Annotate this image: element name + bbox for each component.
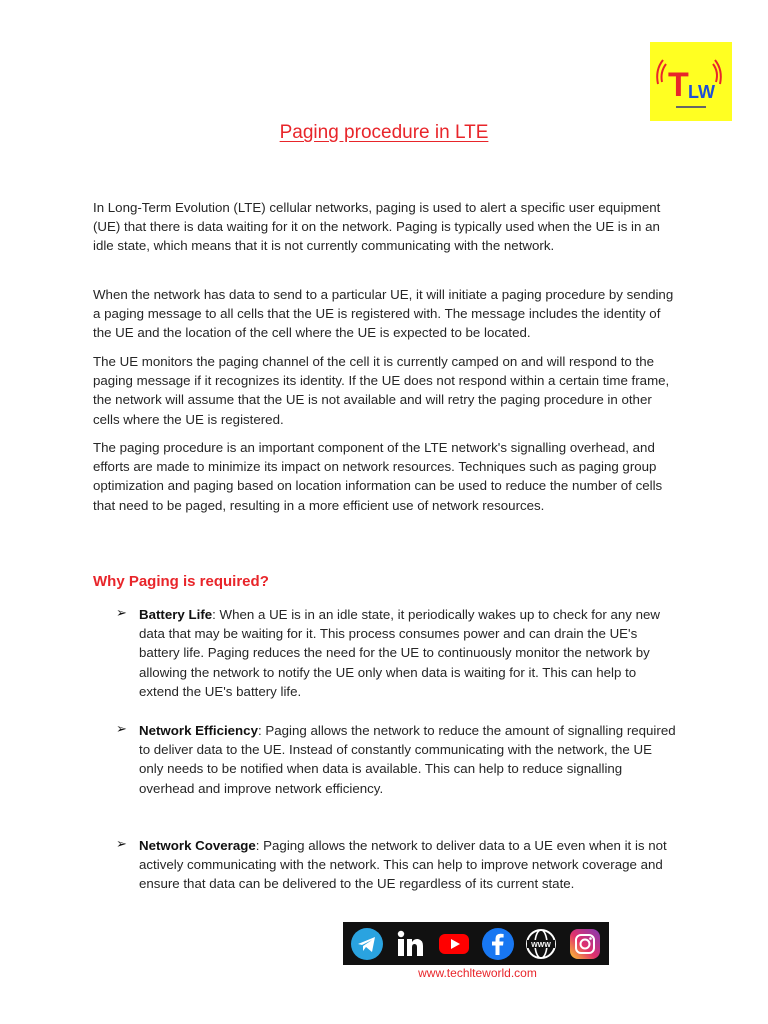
bullet-term: Network Coverage (139, 838, 256, 853)
brand-logo (650, 42, 732, 121)
bullet-text (139, 836, 677, 894)
facebook-icon[interactable] (481, 927, 515, 961)
bullet-description: : Paging allows the network to reduce the amount of signalling required to deliver data to the UE. Instead of constantly communicating with the network, the UE only needs to be notified when data is available. This can help to reduce signalling overhead and improve network efficiency. (139, 723, 676, 796)
svg-text:W: W (698, 82, 715, 102)
bullet-arrow-icon: ➢ (116, 721, 127, 736)
social-links-bar (343, 922, 609, 965)
linkedin-icon[interactable] (393, 927, 427, 961)
bullet-arrow-icon: ➢ (116, 605, 127, 620)
paragraph-intro: In Long-Term Evolution (LTE) cellular networks, paging is used to alert a specific user equipment (UE) that there is data waiting for it on the network. Paging is typically used when the UE is in an idle state, which means that it is not currently communicating with the network. (93, 200, 661, 254)
paragraph-overhead: The paging procedure is an important component of the LTE network's signalling overhead, and efforts are made to minimize its impact on network resources. Techniques such as paging group optimization and paging based on location information can be used to reduce the number of cells that need to be paged, resulting in a more efficient use of network resources. (93, 440, 663, 513)
instagram-icon[interactable] (568, 927, 602, 961)
youtube-icon[interactable] (437, 927, 471, 961)
page-title: Paging procedure in LTE (279, 122, 489, 143)
bullet-term: Network Efficiency (139, 723, 258, 738)
bullet-term: Battery Life (139, 607, 213, 622)
logo-mark (650, 42, 732, 121)
svg-text:L: L (688, 82, 699, 102)
www-icon[interactable] (524, 927, 558, 961)
bullet-description: : When a UE is in an idle state, it periodically wakes up to check for any new data that may be waiting for it. This process consumes power and can drain the UE's battery life. Paging reduces the need for the UE to continuously monitor the network by allowing the network to notify the UE only when data is waiting for it. This can help to extend the UE's battery life. (139, 607, 661, 699)
svg-text:T: T (668, 66, 689, 104)
bullet-text (139, 721, 677, 798)
bullet-text (139, 605, 677, 701)
bullet-arrow-icon: ➢ (116, 836, 127, 851)
svg-text:WWW: WWW (531, 941, 552, 949)
paragraph-initiation: When the network has data to send to a particular UE, it will initiate a paging procedure by sending a paging message to all cells that the UE is registered with. The message includes the identity of the UE and the location of the cell where the UE is expected to be located. (93, 287, 674, 341)
website-link[interactable]: www.techlteworld.com (418, 966, 537, 980)
paragraph-monitoring: The UE monitors the paging channel of the cell it is currently camped on and will respond to the paging message if it recognizes its identity. If the UE does not respond within a certain time frame, the network will assume that the UE is not available and will retry the paging procedure in other cells where the UE is registered. (93, 354, 670, 427)
section-heading: Why Paging is required? (93, 573, 269, 590)
bullet-description: : Paging allows the network to deliver data to a UE even when it is not actively communicating with the network. This can help to improve network coverage and ensure that data can be delivered to the UE regardless of its current state. (139, 838, 667, 892)
telegram-icon[interactable] (350, 927, 384, 961)
